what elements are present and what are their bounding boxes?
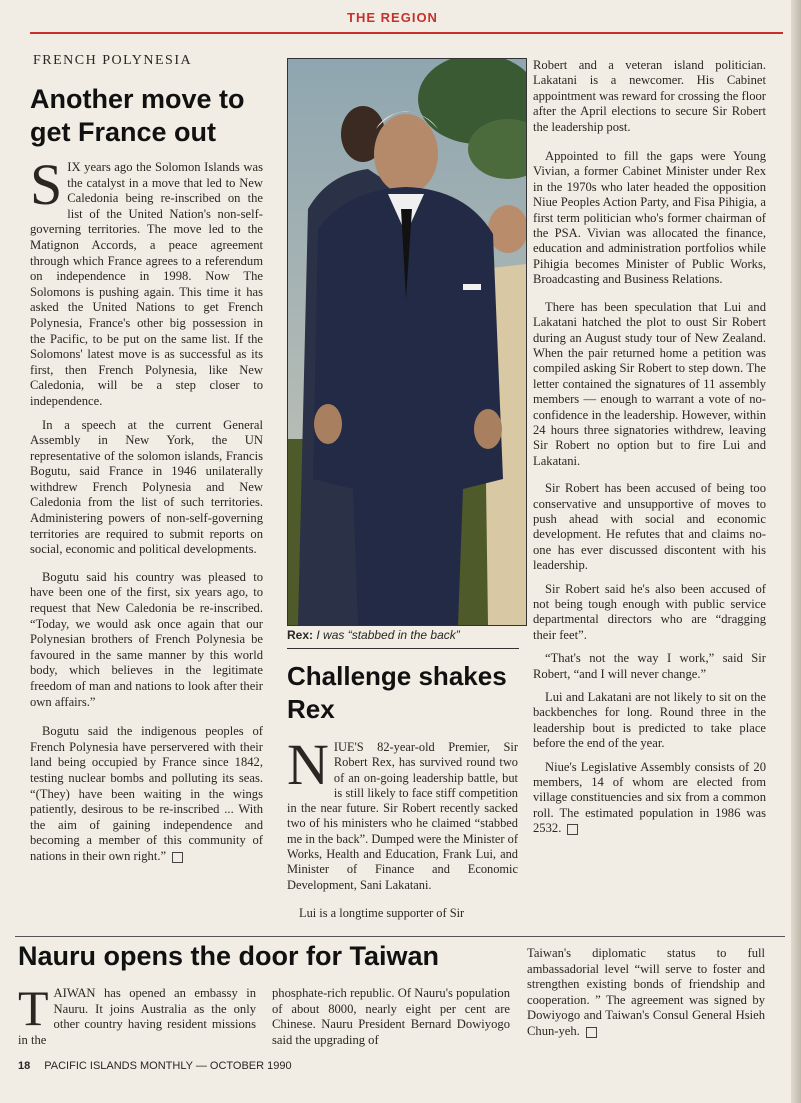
section-rule <box>30 32 783 34</box>
photo-illustration <box>288 59 526 625</box>
photo-caption: Rex: I was “stabbed in the back” <box>287 628 460 642</box>
paragraph: “That's not the way I work,” said Sir Robert, “and I will never change.” <box>533 651 766 681</box>
drop-cap: S <box>30 152 63 217</box>
paragraph: Sir Robert said he's also been accused of not being tough enough with public service departmental directors who are “dragging their feet”. <box>533 581 766 642</box>
section-title: THE REGION <box>347 10 438 25</box>
story-france-body <box>30 152 263 873</box>
end-mark-icon <box>567 824 578 835</box>
page-edge-shadow <box>791 0 801 1103</box>
caption-rule <box>287 648 519 649</box>
paragraph: Bogutu said the indigenous peoples of French Polynesia have perservered with their land being occupied by France since 1842, testing nuclear bombs and polluting its seas. “(They) have been waiting in the wings patiently, desirous to be re-inscribed ... With the aim of gaining independence and becoming a member of this community of nations in their own right.” <box>30 724 263 863</box>
drop-cap: N <box>287 732 329 797</box>
paragraph: In a speech at the current General Assembly in New York, the UN representative of the solomon islands, Francis Bogutu, said France in 1946 unilaterally withdrew French Polynesia and New Caledonia from the list of such territories. Administering powers of non-self-governing territories are required to submit reports on social, economic and political developments. <box>30 417 263 557</box>
story-kicker: FRENCH POLYNESIA <box>33 53 193 68</box>
story-rex-body-right <box>533 58 766 845</box>
story-rex-body-left <box>287 732 518 901</box>
end-mark-icon <box>172 852 183 863</box>
paragraph: Lui and Lakatani are not likely to sit on the backbenches for long. Round three in the leadership bout is predicted to take place before the end of the year. <box>533 690 766 751</box>
paragraph: SIX years ago the Solomon Islands was the catalyst in a move that led to New Caledonia being re-inscribed on the list of the United Nation's non-self-governing territories. The move led to the Matignon Accords, a peace agreement through which France agrees to a referendum on independence in 1998. Now The Solomons is pushing again. This time it has asked the United Nations to get French Polynesia, France's other big possession in the Pacific, to be put on the same list. If the Solomons' latest move is as successful as its first, then French Polynesia, like New Caledonia, will be a step closer to independence. <box>30 152 263 408</box>
paragraph: There has been speculation that Lui and Lakatani hatched the plot to oust Sir Robert during an August study tour of New Zealand. When the pair returned home a petition was compiled asking Sir Robert to step down. The letter contained the signatures of 11 assembly members — enough to warrant a vote of no-confidence in the leadership. However, within 24 hours three signatories withdrew, leaving Sir Robert no option but to fire Lui and Lakatani. <box>533 299 766 468</box>
headline-nauru: Nauru opens the door for Taiwan <box>18 941 440 971</box>
headline-france: Another move to get France out <box>30 84 245 147</box>
paragraph-start: Lui is a longtime supporter of Sir <box>299 906 465 920</box>
bottom-rule <box>15 936 785 937</box>
paragraph: Niue's Legislative Assembly consists of 20 members, 14 of whom are elected from village constituencies and six from a common roll. The estimated population in 1986 was 2532. <box>533 759 766 836</box>
photo-robert-rex <box>287 58 527 626</box>
story-nauru-col2 <box>272 986 510 1056</box>
paragraph: TAIWAN has opened an embassy in Nauru. It joins Australia as the only other country having resident missions in the <box>18 980 256 1047</box>
paragraph: Appointed to fill the gaps were Young Vivian, a former Cabinet Minister under Rex in the 1970s who later headed the opposition Niue Peoples Action Party, and Fisa Pihigia, a first term politician who's former chairman of the PSA. Vivian was allocated the finance, education and administration portfolios while Pihigia becomes Minister of Public Works, Broadcasting and Business Relations. <box>533 149 766 287</box>
story-nauru-col1 <box>18 980 256 1056</box>
paragraph: Robert and a veteran island politician. Lakatani is a newcomer. His Cabinet appointment was reward for crossing the floor after the April elections to secure Sir Robert the leadership post. <box>533 58 766 134</box>
headline-rex: Challenge shakes Rex <box>287 661 507 724</box>
publication-line: PACIFIC ISLANDS MONTHLY — OCTOBER 1990 <box>44 1060 292 1072</box>
paragraph: Bogutu said his country was pleased to have been one of the first, six years ago, to request that New Caledonia be re-inscribed. “Today, we would ask once again that our Polynesian brothers of French Polynesia be favoured in the same manner by this world body, which believes in the legitimate freedom of man and nations to look after their own affairs.” <box>30 569 263 709</box>
drop-cap: T <box>18 980 49 1036</box>
paragraph: Sir Robert has been accused of being too conservative and unsupportive of moves to push ahead with social and economic development. He refutes that and claims no-one has ever discussed discontent with his leadership. <box>533 481 766 573</box>
story-rex-body-left-tail <box>287 906 518 929</box>
page-number: 18 <box>18 1060 31 1072</box>
paragraph: phosphate-rich republic. Of Nauru's population of about 8000, nearly eight per cent are Chinese. Nauru President Bernard Dowiyogo said the upgrading of <box>272 986 510 1047</box>
end-mark-icon <box>586 1027 597 1038</box>
paragraph: NIUE'S 82-year-old Premier, Sir Robert Rex, has survived round two of an on-going leadership battle, but is still likely to face stiff competition in the near future. Sir Robert recently sacked two of his ministers who he claimed “stabbed me in the back”. Dumped were the Minister of Works, Health and Education, Frank Lui, and Minister of Finance and Economic Development, Sani Lakatani. <box>287 732 518 892</box>
page-footer <box>18 1060 292 1072</box>
paragraph: Taiwan's diplomatic status to full ambassadorial level “will serve to foster and strengthen existing bonds of friendship and cooperation. ” The agreement was signed by Dowiyogo and Taiwan's Consul General Hsieh Chun-yeh. <box>527 946 765 1038</box>
story-nauru-col3 <box>527 946 765 1048</box>
